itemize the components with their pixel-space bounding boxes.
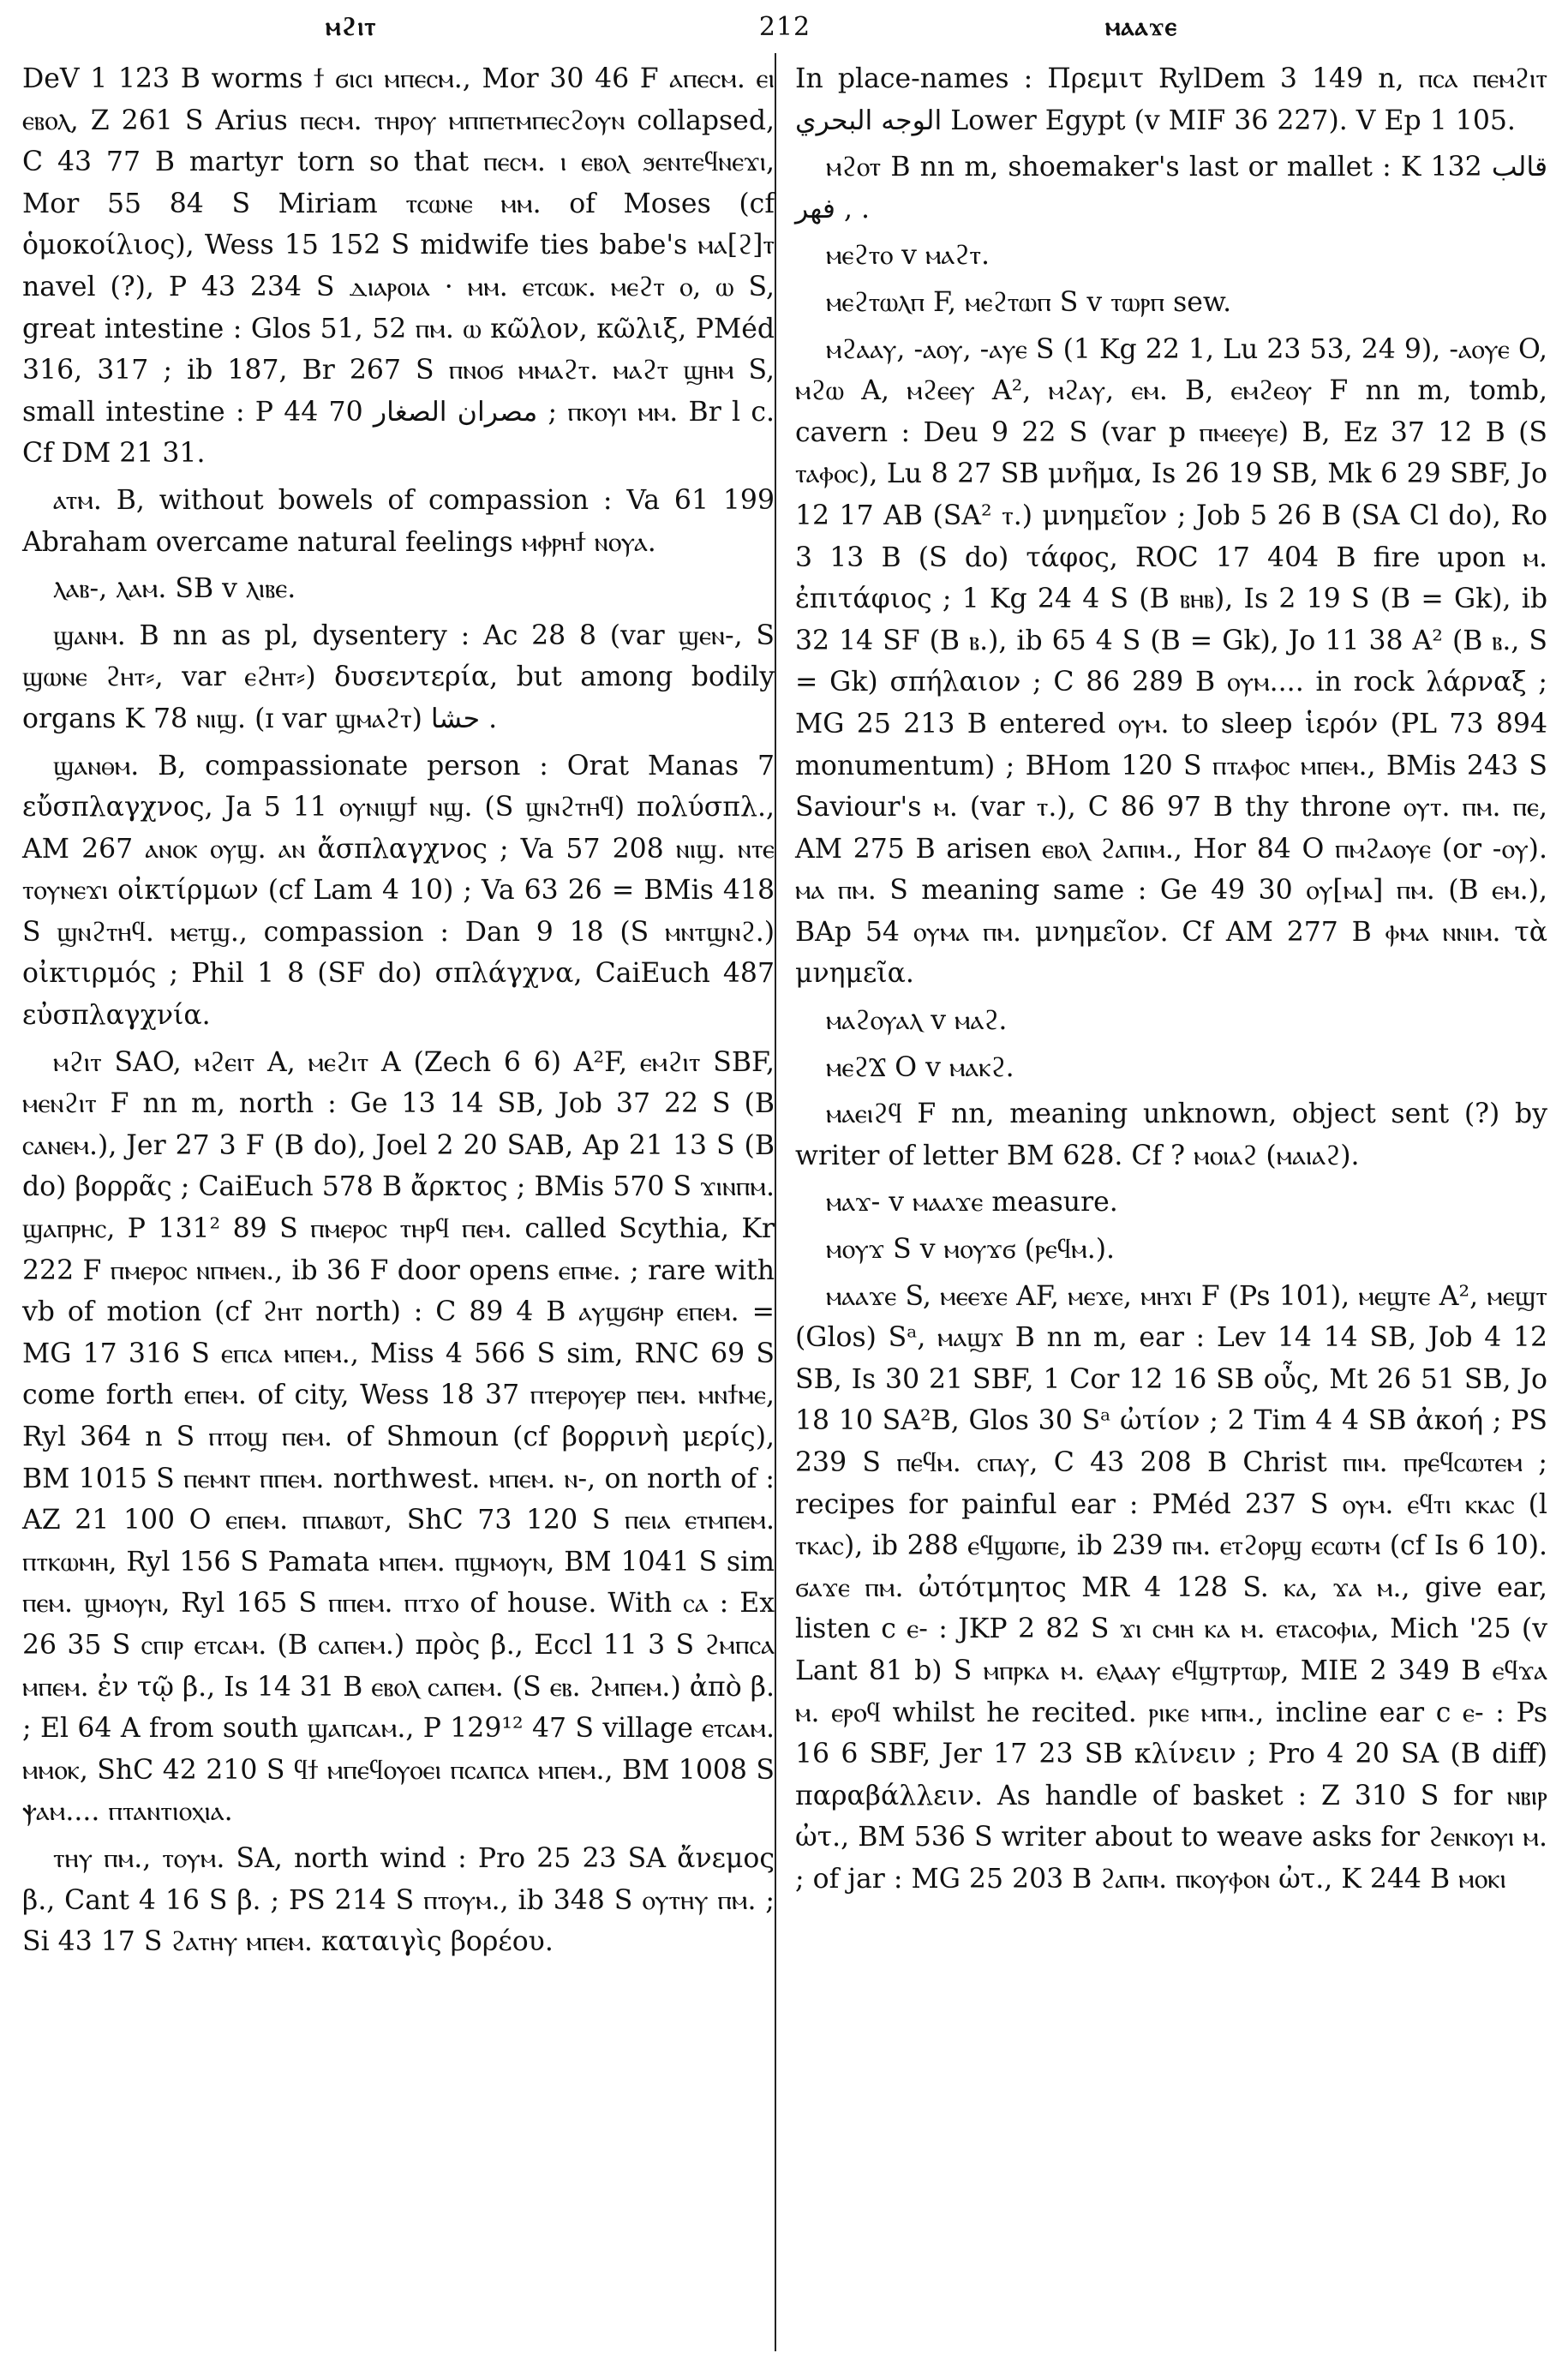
entry-paragraph: ⲗⲁⲃ-, ⲗⲁⲙ. SB v ⲗⲓⲃⲉ. [53, 573, 296, 605]
entry-paragraph: In place-names : Πρεμιτ RylDem 3 149 n, ⲡⲥⲁ ⲡⲉⲙϩⲓⲧ الوجه البحري Lower Egypt (v MIF 36 227). V Ep 1 105. [795, 63, 1547, 136]
header-right-guideword: ⲙⲁⲁϫⲉ [1105, 12, 1178, 42]
entry-paragraph: ⲙⲉϩⲧⲟ v ⲙⲁϩⲧ. [826, 240, 990, 272]
entry-paragraph: ⲧⲏⲩ ⲡⲙ., ⲧⲟⲩⲙ. SA, north wind : Pro 25 23 SA ἄνεμος β., Cant 4 16 S β. ; PS 214 S ⲡⲧⲟⲩⲙ., ib 348 S ⲟⲩⲧⲏⲩ ⲡⲙ. ; Si 43 17 S ϩⲁⲧⲏⲩ ⲙⲡⲉⲙ. καταιγὶς βορέου. [22, 1842, 775, 1958]
entry-paragraph: DeV 1 123 B worms ϯ ϭⲓⲥⲓ ⲙⲡⲉⲥⲙ., Mor 30 46 F ⲁⲡⲉⲥⲙ. ⲉⲓ ⲉⲃⲟⲗ, Z 261 S Arius ⲡⲉⲥⲙ. ⲧⲏⲣⲟⲩ ⲙⲡⲡⲉⲧⲙⲡⲉⲥϩⲟⲩⲛ collapsed, C 43 77 B martyr torn so that ⲡⲉⲥⲙ. ⲓ ⲉⲃⲟⲗ ϧⲉⲛⲧⲉϥⲛⲉϫⲓ, Mor 55 84 S Miriam ⲧⲥⲱⲛⲉ ⲙⲙ. of Moses (cf ὁμοκοίλιος), Wess 15 152 S midwife ties babe's ⲙⲁ[ϩ]ⲧ navel (?), P 43 234 S ⲇⲓⲁⲣⲟⲓⲁ · ⲙⲙ. ⲉⲧⲥⲱⲕ. ⲙⲉϩⲧ ⲟ, ⲱ S, great intestine : Glos 51, 52 ⲡⲙ. ⲱ κῶλον, κῶλιξ, PMéd 316, 317 ; ib 187, Br 267 S ⲡⲛⲟϭ ⲙⲙⲁϩⲧ. ⲙⲁϩⲧ ϣⲏⲙ S, small intestine : P 44 70 مصران الصغار ; ⲡⲕⲟⲩⲓ ⲙⲙ. Br l c. Cf DM 21 31. [22, 63, 775, 470]
entry-paragraph: ⲙϩⲁⲁⲩ, -ⲁⲟⲩ, -ⲁⲩⲉ S (1 Kg 22 1, Lu 23 53, 24 9), -ⲁⲟⲩⲉ O, ⲙϩⲱ A, ⲙϩⲉⲉⲩ A², ⲙϩⲁⲩ, ⲉⲙ. B, ⲉⲙϩⲉⲟⲩ F nn m, tomb, cavern : Deu 9 22 S (var p ⲡⲙⲉⲉⲩⲉ) B, Ez 37 12 B (S ⲧⲁⲫⲟⲥ), Lu 8 27 SB μνῆμα, Is 26 19 SB, Mk 6 29 SBF, Jo 12 17 AB (SA² ⲧ.) μνημεῖον ; Job 5 26 B (SA Cl do), Ro 3 13 B (S do) τάφος, ROC 17 404 B fire upon ⲙ. ἐπιτάφιος ; 1 Kg 24 4 S (B ⲃⲏⲃ), Is 2 19 S (B = Gk), ib 32 14 SF (B ⲃ.), ib 65 4 S (B = Gk), Jo 11 38 A² (B ⲃ., S = Gk) σπήλαιον ; C 86 289 B ⲟⲩⲙ.... in rock λάρναξ ; MG 25 213 B entered ⲟⲩⲙ. to sleep ἱερόν (PL 73 894 monumentum) ; BHom 120 S ⲡⲧⲁⲫⲟⲥ ⲙⲡⲉⲙ., BMis 243 S Saviour's ⲙ. (var ⲧ.), C 86 97 B thy throne ⲟⲩⲧ. ⲡⲙ. ⲡⲉ, AM 275 B arisen ⲉⲃⲟⲗ ϩⲁⲡⲓⲙ., Hor 84 O ⲡⲙϩⲁⲟⲩⲉ (or -ⲟⲩ). ⲙⲁ ⲡⲙ. S meaning same : Ge 49 30 ⲟⲩ[ⲙⲁ] ⲡⲙ. (B ⲉⲙ.), BAp 54 ⲟⲩⲙⲁ ⲡⲙ. μνημεῖον. Cf AM 277 B ⲫⲙⲁ ⲛⲛⲓⲙ. τὰ μνημεῖα. [795, 333, 1547, 990]
entry-paragraph: ⲙϩⲟⲧ B nn m, shoemaker's last or mallet : K 132 قالب , فهر . [795, 152, 1547, 225]
page-number: 212 [758, 12, 811, 42]
entry-paragraph: ⲙⲁⲁϫⲉ S, ⲙⲉⲉϫⲉ AF, ⲙⲉϫⲉ, ⲙⲏϫⲓ F (Ps 101), ⲙⲉϣⲧⲉ A², ⲙⲉϣⲧ (Glos) Sᵃ, ⲙⲁϣϫ B nn m, ear : Lev 14 14 SB, Job 4 12 SB, Is 30 21 SBF, 1 Cor 12 16 SB οὖς, Mt 26 51 SB, Jo 18 10 SA²B, Glos 30 Sᵃ ὠτίον ; 2 Tim 4 4 SB ἀκοή ; PS 239 S ⲡⲉϥⲙ. ⲥⲡⲁⲩ, C 43 208 B Christ ⲡⲓⲙ. ⲡⲣⲉϥⲥⲱⲧⲉⲙ ; recipes for painful ear : PMéd 237 S ⲟⲩⲙ. ⲉϥⲧⲓ ⲕⲕⲁⲥ (l ⲧⲕⲁⲥ), ib 288 ⲉϥϣⲱⲡⲉ, ib 239 ⲡⲙ. ⲉⲧϩⲟⲣϣ ⲉⲥⲱⲧⲙ (cf Is 6 10). ϭⲁϫⲉ ⲡⲙ. ὠτότμητος MR 4 128 S. ⲕⲁ, ϫⲁ ⲙ., give ear, listen c ⲉ- : JKP 2 82 S ϫⲓ ⲥⲙⲏ ⲕⲁ ⲙ. ⲉⲧⲁⲥⲟⲫⲓⲁ, Mich '25 (v Lant 81 b) S ⲙⲡⲣⲕⲁ ⲙ. ⲉⲗⲁⲁⲩ ⲉϥϣⲧⲣⲧⲱⲣ, MIE 2 349 B ⲉϥϫⲁ ⲙ. ⲉⲣⲟϥ whilst he recited. ⲣⲓⲕⲉ ⲙⲡⲙ., incline ear c ⲉ- : Ps 16 6 SBF, Jer 17 23 SB κλίνειν ; Pro 4 20 SA (B diff) παραβάλλειν. As handle of basket : Z 310 S for ⲛⲃⲓⲣ ὠτ., BM 536 S writer about to weave asks for ϩⲉⲛⲕⲟⲩⲓ ⲙ. ; of jar : MG 25 203 B ϩⲁⲡⲙ. ⲡⲕⲟⲩⲫⲟⲛ ὠτ., K 244 B ⲙⲟⲕⲓ [795, 1280, 1547, 1895]
entry-paragraph: ⲙϩⲓⲧ SAO, ⲙϩⲉⲓⲧ A, ⲙⲉϩⲓⲧ A (Zech 6 6) A²F, ⲉⲙϩⲓⲧ SBF, ⲙⲉⲛϩⲓⲧ F nn m, north : Ge 13 14 SB, Job 37 22 S (B ⲥⲁⲛⲉⲙ.), Jer 27 3 F (B do), Joel 2 20 SAB, Ap 21 13 S (B do) βορρᾶς ; CaiEuch 578 B ἄρκτος ; BMis 570 S ϫⲓⲛⲡⲙ. ϣⲁⲡⲣⲏⲥ, P 131² 89 S ⲡⲙⲉⲣⲟⲥ ⲧⲏⲣϥ ⲡⲉⲙ. called Scythia, Kr 222 F ⲡⲙⲉⲣⲟⲥ ⲛⲡⲙⲉⲛ., ib 36 F door opens ⲉⲡⲙⲉ. ; rare with vb of motion (cf ϩⲏⲧ north) : C 89 4 B ⲁⲩϣϭⲏⲣ ⲉⲡⲉⲙ. = MG 17 316 S ⲉⲡⲥⲁ ⲙⲡⲉⲙ., Miss 4 566 S sim, RNC 69 S come forth ⲉⲡⲉⲙ. of city, Wess 18 37 ⲡⲧⲉⲣⲟⲩⲉⲣ ⲡⲉⲙ. ⲙⲛϯⲙⲉ, Ryl 364 n S ⲡⲧⲟϣ ⲡⲉⲙ. of Shmoun (cf βορρινὴ μερίς), BM 1015 S ⲡⲉⲙⲛⲧ ⲡⲡⲉⲙ. northwest. ⲙⲡⲉⲙ. ⲛ-, on north of : AZ 21 100 O ⲉⲡⲉⲙ. ⲡⲡⲁⲃⲱⲧ, ShC 73 120 S ⲡⲉⲓⲁ ⲉⲧⲙⲡⲉⲙ. ⲡⲧⲕⲱⲙⲏ, Ryl 156 S Pamata ⲙⲡⲉⲙ. ⲡϣⲙⲟⲩⲛ, BM 1041 S sim ⲡⲉⲙ. ϣⲙⲟⲩⲛ, Ryl 165 S ⲡⲡⲉⲙ. ⲡⲧϫⲟ of house. With ⲥⲁ : Ex 26 35 S ⲥⲡⲓⲣ ⲉⲧⲥⲁⲙ. (B ⲥⲁⲡⲉⲙ.) πρὸς β., Eccl 11 3 S ϩⲙⲡⲥⲁ ⲙⲡⲉⲙ. ἐν τῷ β., Is 14 31 B ⲉⲃⲟⲗ ⲥⲁⲡⲉⲙ. (S ⲉⲃ. ϩⲙⲡⲉⲙ.) ἀπὸ β. ; El 64 A from south ϣⲁⲡⲥⲁⲙ., P 129¹² 47 S village ⲉⲧⲥⲁⲙ. ⲙⲙⲟⲕ, ShC 42 210 S ϥϯ ⲙⲡⲉϥⲟⲩⲟⲉⲓ ⲡⲥⲁⲡⲥⲁ ⲙⲡⲉⲙ., BM 1008 S ⲯⲁⲙ.... ⲡⲧⲁⲛⲧⲓⲟⲭⲓⲁ. [22, 1046, 775, 1828]
entry-paragraph: ⲙⲁϩⲟⲩⲁⲗ v ⲙⲁϩ. [826, 1005, 1008, 1037]
page-header [0, 12, 1568, 46]
entry-paragraph: ⲙⲁϫ- v ⲙⲁⲁϫⲉ measure. [826, 1187, 1118, 1218]
entry-paragraph: ⲙⲁⲉⲓϩϥ F nn, meaning unknown, object sent (?) by writer of letter BM 628. Cf ? ⲙⲟⲓⲁϩ (ⲙⲁⲓⲁϩ). [795, 1099, 1547, 1171]
entry-paragraph: ⲙⲉϩϪ O v ⲙⲁⲕϩ. [826, 1051, 1014, 1083]
entry-paragraph: ⲙⲉϩⲧⲱⲗⲡ F, ⲙⲉϩⲧⲱⲡ S v ⲧⲱⲣⲡ sew. [826, 286, 1232, 318]
column-divider [775, 53, 776, 2351]
left-column [22, 58, 775, 1968]
entry-paragraph: ϣⲁⲛⲙ. B nn as pl, dysentery : Ac 28 8 (var ϣⲉⲛ-, S ϣⲱⲛⲉ ϩⲏⲧ⸗, var ⲉϩⲏⲧ⸗) δυσεντερία, but among bodily organs K 78 ⲛⲓϣ. (ɪ var ϣⲙⲁϩⲧ) حشا . [22, 620, 775, 734]
entry-paragraph: ⲁⲧⲙ. B, without bowels of compassion : Va 61 199 Abraham overcame natural feelings ⲙⲫⲣⲏϯ ⲛⲟⲩⲁ. [22, 484, 775, 558]
entry-paragraph: ⲙⲟⲩϫ S v ⲙⲟⲩϫϭ (ⲣⲉϥⲙ.). [826, 1234, 1116, 1266]
header-left-guideword: ⲙϩⲓⲧ [326, 12, 377, 42]
right-column [795, 58, 1547, 1906]
entry-paragraph: ϣⲁⲛⲑⲙ. B, compassionate person : Orat Manas 7 εὔσπλαγχνος, Ja 5 11 ⲟⲩⲛⲓϣϯ ⲛϣ. (S ϣⲛϩⲧⲏϥ) πολύσπλ., AM 267 ⲁⲛⲟⲕ ⲟⲩϣ. ⲁⲛ ἄσπλαγχνος ; Va 57 208 ⲛⲓϣ. ⲛⲧⲉ ⲧⲟⲩⲛⲉϫⲓ οἰκτίρμων (cf Lam 4 10) ; Va 63 26 = BMis 418 S ϣⲛϩⲧⲏϥ. ⲙⲉⲧϣ., compassion : Dan 9 18 (S ⲙⲛⲧϣⲛϩ.) οἰκτιρμός ; Phil 1 8 (SF do) σπλάγχνα, CaiEuch 487 εὐσπλαγχνία. [22, 750, 775, 1032]
